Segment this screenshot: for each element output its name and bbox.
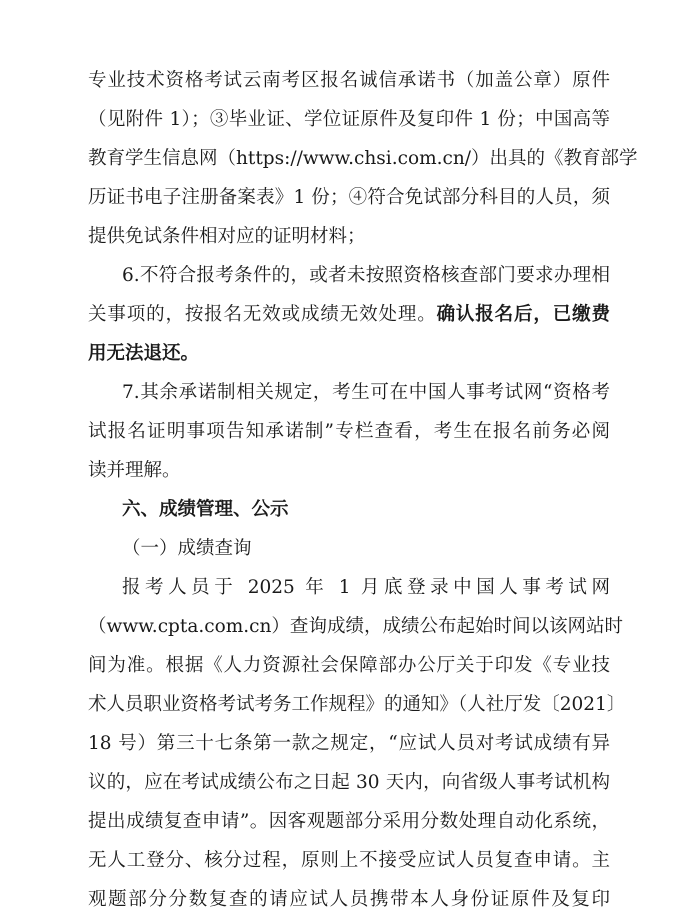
- line-text: 关事项的，按报名无效或成绩无效处理。: [88, 304, 437, 325]
- paragraph-line: 无人工登分、核分过程，原则上不接受应试人员复查申请。主: [88, 850, 610, 871]
- paragraph-line: 读并理解。: [88, 460, 181, 481]
- paragraph-line: 教育学生信息网（https://www.chsi.com.cn/）出具的《教育部学: [88, 148, 638, 169]
- paragraph-line: 提供免试条件相对应的证明材料；: [88, 226, 366, 247]
- subsection-heading: （一）成绩查询: [122, 538, 252, 559]
- paragraph-line: 提出成绩复查申请”。因客观题部分采用分数处理自动化系统，: [88, 811, 610, 832]
- paragraph-line: 18 号）第三十七条第一款之规定，“应试人员对考试成绩有异: [88, 733, 610, 754]
- paragraph-line: 6.不符合报考条件的，或者未按照资格核查部门要求办理相: [122, 265, 610, 286]
- paragraph-line: 专业技术资格考试云南考区报名诚信承诺书（加盖公章）原件: [88, 70, 610, 91]
- paragraph-line: （见附件 1）；③毕业证、学位证原件及复印件 1 份；中国高等: [88, 109, 610, 130]
- paragraph-line: 试报名证明事项告知承诺制”专栏查看，考生在报名前务必阅: [88, 421, 610, 442]
- bold-emphasis-text: 确认报名后，已缴费: [436, 304, 610, 325]
- paragraph-line: [88, 336, 610, 372]
- paragraph-line: 7.其余承诺制相关规定，考生可在中国人事考试网“资格考: [122, 382, 610, 403]
- bold-emphasis-text: 用无法退还。: [88, 343, 200, 364]
- paragraph-line: [88, 297, 610, 333]
- paragraph-line: 历证书电子注册备案表》1 份；④符合免试部分科目的人员，须: [88, 187, 610, 208]
- paragraph-line: 观题部分分数复查的请应试人员携带本人身份证原件及复印: [88, 889, 610, 910]
- paragraph-line: （www.cpta.com.cn）查询成绩，成绩公布起始时间以该网站时: [88, 616, 623, 637]
- paragraph-line: 报考人员于 2025 年 1 月底登录中国人事考试网: [122, 577, 610, 598]
- paragraph-line: 议的，应在考试成绩公布之日起 30 天内，向省级人事考试机构: [88, 772, 610, 793]
- paragraph-line: 术人员职业资格考试考务工作规程》的通知》（人社厅发〔2021〕: [88, 694, 626, 715]
- paragraph-line: 间为准。根据《人力资源社会保障部办公厅关于印发《专业技: [88, 655, 610, 676]
- section-heading: 六、成绩管理、公示: [122, 499, 289, 520]
